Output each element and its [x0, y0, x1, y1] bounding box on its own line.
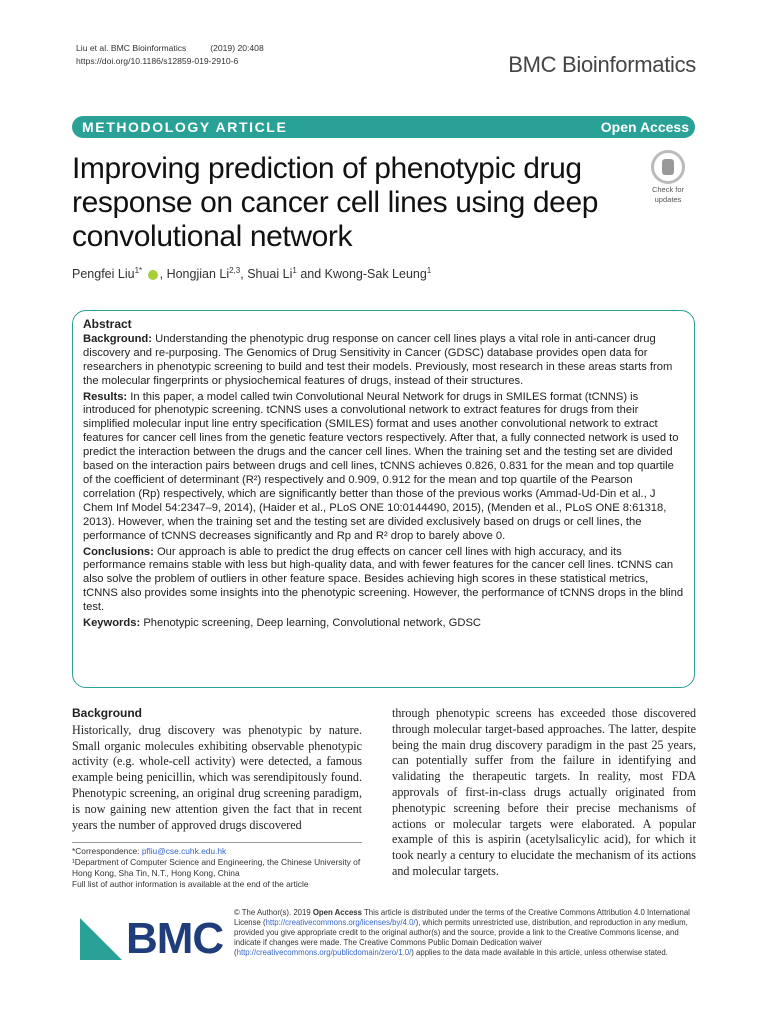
paragraph-1: Historically, drug discovery was phenotypic by nature. Small organic molecules exhibiting observable phenotypic activity (e.g. whole-cell activity) were detected, a famous example being penicillin, which was serendipitously found. Phenotypic screening, an original drug screening paradigm, is now gaining new attention given the fact that in recent years the number of approved drugs discovered [72, 722, 362, 832]
author-2[interactable]: Hongjian Li [166, 267, 230, 282]
article-type-banner [72, 116, 695, 138]
check-for-updates-badge[interactable] [642, 150, 694, 202]
license-text: © The Author(s). 2019 Open Access This article is distributed under the terms of the Creative Commons Attribution 4.0 International License (http://creativecommons.org/licenses/by/4.0/), which permits unrestricted use, distribution, and reproduction in any medium, provided you give appropriate credit to the original author(s) and the source, provide a link to the Creative Commons license, and indicate if changes were made. The Creative Commons Public Domain Dedication waiver (http://creativecommons.org/publicdomain/zero/1.0/) applies to the data made available in this article, unless otherwise stated. [234, 908, 690, 957]
author-list: Pengfei Liu$^{1*}$ , Hongjian Li$^{2,3}$, Shuai Li$^1$ and Kwong-Sak Leung$^1$ [72, 266, 432, 282]
body-column-1 [72, 706, 362, 833]
citation [76, 42, 264, 68]
article-type: METHODOLOGY ARTICLE [82, 119, 288, 135]
citation-year: (2019) 20:408 [210, 43, 264, 53]
license-link-2[interactable]: http://creativecommons.org/publicdomain/zero/1.0/ [236, 948, 412, 957]
author-info-note: Full list of author information is available at the end of the article [72, 879, 309, 889]
abstract-keywords: Keywords: Phenotypic screening, Deep learning, Convolutional network, GDSC [83, 617, 481, 630]
doi-link[interactable]: https://doi.org/10.1186/s12859-019-2910-6 [76, 56, 239, 66]
footnote-divider [72, 842, 362, 843]
section-heading: Background [72, 706, 143, 720]
abstract-heading: Abstract [83, 317, 132, 331]
abstract-box [72, 310, 695, 688]
bmc-logo-mark [80, 918, 122, 960]
citation-authors: Liu et al. BMC Bioinformatics [76, 43, 187, 53]
author-4[interactable]: and Kwong-Sak Leung [300, 267, 427, 282]
journal-name: BMC Bioinformatics [508, 52, 696, 77]
email-link[interactable]: pfliu@cse.cuhk.edu.hk [141, 846, 227, 856]
orcid-icon[interactable] [148, 270, 158, 280]
author-1[interactable]: Pengfei Liu [72, 267, 135, 282]
license-link-1[interactable]: http://creativecommons.org/licenses/by/4.0/ [265, 918, 416, 927]
update-icon [651, 150, 685, 184]
footnotes: *Correspondence: pfliu@cse.cuhk.edu.hk ¹Department of Computer Science and Engineering, the Chinese University of Hong Kong, Sha Tin, N.T., Hong Kong, China Full list of author information is available at the end of the article [72, 846, 372, 890]
body-column-2: through phenotypic screens has exceeded those discovered through molecular target-based approaches. The latter, despite being the main drug discovery paradigm in the past 25 years, can potentially suffer from the failure in identifying and validating the therapeutic targets. In reality, most FDA approvals of first-in-class drugs actually originated from phenotypic screening before their precise mechanisms of actions or molecular targets were elaborated. A popular example of this is aspirin (acetylsalicylic acid), for which it took nearly a century to elucidate the mechanism of its actions and molecular targets. [392, 706, 696, 878]
bmc-logo [80, 910, 224, 970]
badge-line1: Check for [651, 185, 685, 194]
badge-line2: updates [654, 195, 682, 204]
abstract-background: Background: Understanding the phenotypic drug response on cancer cell lines plays a vital role in anti-cancer drug discovery and re-purposing. The Genomics of Drug Sensitivity in Cancer (GDSC) database provides open data for researchers in phenotypic screening to build and test their models. Previously, most research in these areas starts from the molecular fingerprints or physiochemical features of drugs, instead of their structures. [83, 332, 673, 387]
author-3[interactable]: Shuai Li [247, 267, 293, 282]
abstract-conclusions: Conclusions: Our approach is able to predict the drug effects on cancer cell lines with high accuracy, and its performance remains stable with less but high-quality data, and with fewer features for the cancer cell lines. tCNNS can also solve the problem of outliers in other feature space. Besides achieving high scores in these statistical metrics, tCNNS also provides some insights into the phenotypic screening. However, the performance of tCNNS drops in the blind test. [83, 545, 684, 614]
bmc-logo-text: BMC [126, 914, 224, 963]
open-access-label: Open Access [600, 119, 689, 135]
affiliation: ¹Department of Computer Science and Engineering, the Chinese University of Hong Kong, Sha Tin, N.T., Hong Kong, China [72, 857, 361, 878]
abstract-results: Results: In this paper, a model called twin Convolutional Neural Network for drugs in SMILES format (tCNNS) is introduced for phenotypic screening. tCNNS uses a convolutional network to extract features for drugs from their simplified molecular input line entry specification (SMILES) format and uses another convolutional network to extract features for cancer cell lines from the genetic feature vectors respectively. After that, a fully connected network is used to predict the interaction between the drugs and the cancer cell lines. When the training set and the testing set are divided based on the interaction pairs between drugs and cell lines, tCNNS achieves 0.826, 0.831 for the mean and top quartile of the coefficient of determinant (R²) respectively and 0.909, 0.912 for the mean and top quartile of the Pearson correlation (Rp) respectively, which are significantly better than those of the previous works (Ammad-Ud-Din et al., J Chem Inf Model 54:2347–9, 2014), (Haider et al., PLoS ONE 10:0144490, 2015), (Menden et al., PLoS ONE 8:61318, 2013). However, when the training set and the testing set are divided exclusively based on drugs or cell lines, the performance of tCNNS decreases significantly and Rp and R² drop to barely above 0. [83, 390, 679, 542]
article-title: Improving prediction of phenotypic drug response on cancer cell lines using deep convolutional network [72, 152, 599, 253]
